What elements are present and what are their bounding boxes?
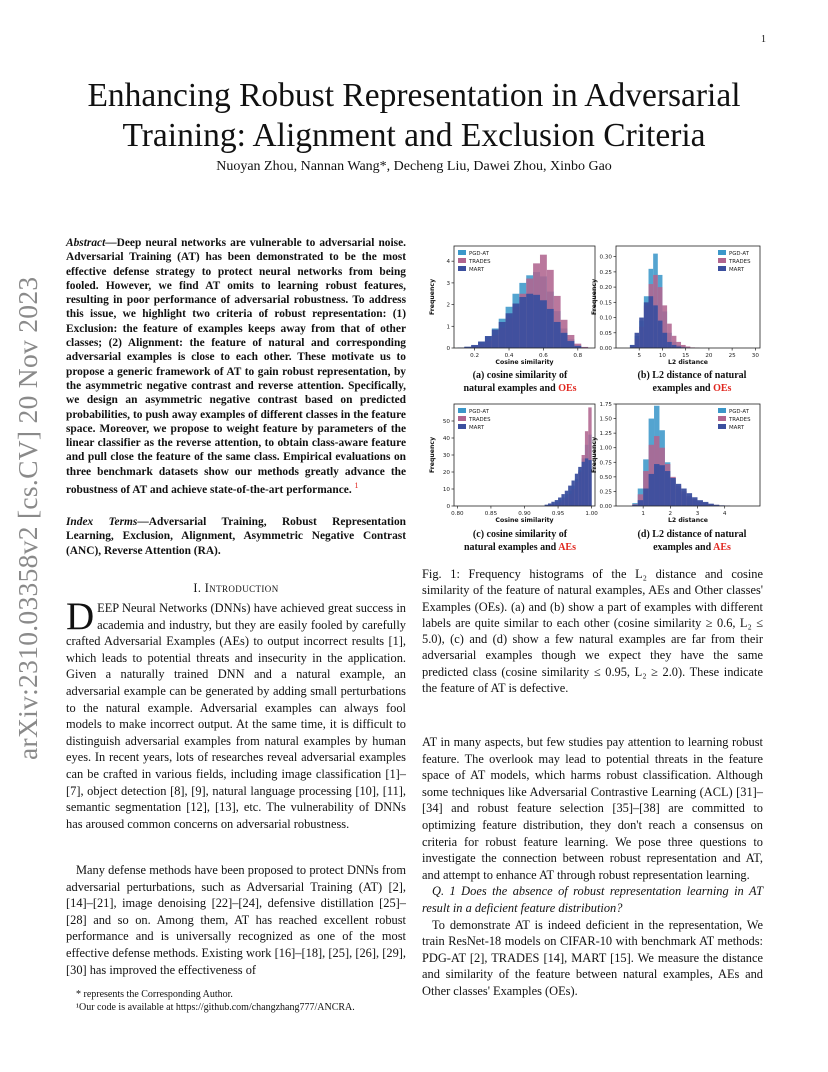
histogram-bar	[471, 345, 478, 348]
y-tick-label: 1	[446, 324, 450, 331]
x-axis-label: L2 distance	[667, 359, 709, 366]
histogram-bar	[540, 300, 547, 348]
legend-swatch	[718, 416, 726, 421]
footnote-code: ¹Our code is available at https://github.com/changzhang777/ANCRA.	[76, 1002, 355, 1013]
x-tick-label: 1.00	[585, 511, 598, 517]
legend-swatch	[718, 424, 726, 429]
legend-swatch	[718, 258, 726, 263]
subcaption-d-red: AEs	[713, 542, 731, 553]
question-1: Q. 1 Does the absence of robust representation learning in AT result in a deficient feature distribution?	[422, 884, 763, 915]
author-list: Nuoyan Zhou, Nannan Wang*, Decheng Liu, Dawei Zhou, Xinbo Gao	[216, 159, 612, 174]
y-tick-label: 3	[446, 280, 450, 287]
histogram-bar	[519, 297, 526, 348]
histogram-bar	[506, 313, 513, 348]
x-tick-label: 0.90	[518, 511, 531, 517]
subcaption-c-line2	[440, 541, 600, 554]
histogram-bar	[643, 489, 648, 506]
intro-text-1: EEP Neural Networks (DNNs) have achieved great success in academia and industry, but they are easily fooled by carefully crafted Adversarial Examples (AEs) to output incorrect results [1], which leads to potential threats and insecurity in the application. Given a naturally trained DNN and a natural example, an adversarial example can be generated by adding small perturbations to the natural example. Adversarial examples can always fool models to make incorrect output. At the same time, it is difficult to distinguish adversarial examples from natural examples by human eyes. In recent years, lots of researches reveal adversarial examples can be crafted in various fields, including image classification [1]–[7], object detection [8], [9], natural language processing [10], [11], semantic segmentation [12], [13], etc. The vulnerability of DNNs has aroused common concerns on adversarial robustness.	[66, 601, 406, 831]
subcaption-d-line1: (d) L2 distance of natural	[637, 529, 747, 540]
y-tick-label: 0	[446, 346, 450, 352]
legend-label: MART	[469, 424, 484, 431]
histogram-bar	[665, 471, 670, 506]
x-tick-label: 0.8	[573, 353, 583, 359]
subcaption-a-red: OEs	[558, 383, 577, 394]
subcaption-d	[612, 528, 772, 554]
drop-cap: D	[66, 595, 95, 638]
subcaption-c	[440, 528, 600, 554]
legend-label: MART	[729, 424, 744, 431]
subcaption-b-red: OEs	[713, 383, 732, 394]
arxiv-stamp: arXiv:2310.03358v2 [cs.CV] 20 Nov 2023	[12, 276, 43, 760]
legend-swatch	[458, 424, 466, 429]
index-text: —Adversarial Training, Robust Representation Learning, Exclusion, Alignment, Asymmetric Negative Contrast (ANC), Reverse Attention (RA).	[66, 516, 406, 557]
y-tick-label: 40	[442, 436, 450, 442]
legend-swatch	[458, 416, 466, 421]
index-terms	[66, 515, 406, 558]
histogram-bar	[565, 491, 568, 506]
y-tick-label: 0.10	[599, 315, 612, 322]
y-tick-label: 50	[442, 419, 450, 425]
histogram-bar	[659, 465, 664, 506]
x-tick-label: 1	[641, 511, 645, 517]
page-number: 1	[761, 34, 766, 45]
y-tick-label: 0.75	[599, 460, 612, 467]
histogram-bar	[639, 318, 644, 348]
subcaption-d-line2	[612, 541, 772, 554]
x-tick-label: 25	[728, 353, 736, 359]
histogram-bar	[630, 345, 635, 348]
legend-label: PGD-AT	[469, 250, 489, 257]
x-tick-label: 10	[658, 353, 667, 359]
y-tick-label: 20	[442, 470, 450, 476]
y-axis-label: Frequency	[429, 436, 436, 474]
y-tick-label: 0.30	[599, 254, 612, 261]
y-tick-label: 0.20	[599, 285, 612, 292]
y-axis-label: Frequency	[591, 436, 598, 474]
y-tick-label: 0.50	[599, 474, 612, 481]
paper-title	[60, 76, 768, 156]
subcaption-c-red: AEs	[558, 542, 576, 553]
y-axis-label: Frequency	[591, 278, 598, 316]
intro-paragraph-1	[66, 595, 406, 832]
x-tick-label: 0.85	[484, 511, 498, 517]
y-tick-label: 0	[446, 504, 450, 510]
right-paragraph-2: To demonstrate AT is indeed deficient in the representation, We train ResNet-18 models on CIFAR-10 with benchmark AT methods: PDG-AT [2], TRADES [14], MART [15]. We measure the distance and similarity of the feature between natural examples, AEs and Other classes' Examples (OEs).	[422, 917, 763, 998]
y-tick-label: 10	[442, 487, 450, 493]
legend-label: TRADES	[469, 258, 491, 265]
histogram-c	[426, 398, 601, 528]
subcaption-b-line1: (b) L2 distance of natural	[637, 370, 747, 381]
y-tick-label: 0.15	[599, 300, 612, 307]
right-column-text	[422, 734, 763, 1000]
histogram-bar	[672, 345, 677, 348]
y-tick-label: 0.00	[599, 504, 612, 510]
histogram-bar	[703, 502, 708, 506]
histogram-bar	[658, 321, 663, 348]
intro-paragraph-2: Many defense methods have been proposed to protect DNNs from adversarial perturbations, such as Adversarial Training (AT) [2], [14]–[21], image denoising [22]–[24], defensive distillation [25]–[28] and so on. Among them, AT has reached excellent robust performance and is universally recognized as one of the most effective defense methods. Existing work [16]–[18], [25], [26], [29], [30] has improved the effectiveness of	[66, 863, 406, 977]
legend-swatch	[458, 408, 466, 413]
histogram-bar	[568, 486, 571, 506]
histogram-bar	[554, 322, 561, 348]
abstract-text: —Deep neural networks are vulnerable to adversarial noise. Adversarial Training (AT) has been demonstrated to be the most effective defense strategy to protect neural networks from being fooled. However, we find AT omits to learning robust features, resulting in poor performance of adversarial robustness. To address this issue, we highlight two criteria of robust representation: (1) Exclusion: the feature of examples keeps away from that of other classes; (2) Alignment: the feature of natural and corresponding adversarial examples is close to each other. These motivate us to propose a generic framework of AT to gain robust representation, by the asymmetric negative contrast and reverse attention. Specifically, we design an asymmetric negative contrast based on predicted probabilities, to push away examples of different classes in the feature space. Moreover, we propose to weight feature by parameters of the linear classifier as the reverse attention, to obtain class-aware feature and pull close the feature of the same class. Empirical evaluations on three benchmark datasets show our methods greatly advance the robustness of AT and achieve state-of-the-art performance.	[66, 237, 406, 496]
histogram-bar	[567, 341, 574, 348]
title-line-1: Enhancing Robust Representation in Adversarial	[87, 77, 741, 114]
y-tick-label: 1.75	[599, 402, 612, 408]
histogram-bar	[676, 484, 681, 506]
y-tick-label: 1.50	[599, 416, 612, 423]
histogram-bar	[561, 333, 568, 348]
histogram-bar	[572, 481, 575, 507]
figure-caption: Fig. 1: Frequency histograms of the L₂ distance and cosine similarity of the feature of natural examples, AEs and Other classes' Examples (OEs). (a) and (b) show a part of examples with different labels are quite similar to each other (cosine similarity ≥ 0.6, L₂ ≤ 5.0), (c) and (d) show a few natural examples are far from their adversarial examples though we expect they have the same predicted class (cosine similarity ≤ 0.95, L₂ ≥ 2.0). These indicate the feature of AT is defective.	[422, 567, 763, 696]
abstract-lead: Abstract	[66, 237, 106, 249]
y-tick-label: 0.05	[599, 330, 612, 337]
y-tick-label: 1.25	[599, 431, 612, 438]
histogram-bar	[492, 330, 499, 348]
x-axis-label: Cosine similarity	[495, 359, 554, 366]
histogram-bar	[561, 494, 564, 506]
legend-label: TRADES	[729, 416, 751, 423]
legend-swatch	[718, 266, 726, 271]
subcaption-c-line1: (c) cosine similarity of	[472, 529, 568, 540]
legend-swatch	[718, 250, 726, 255]
x-tick-label: 30	[751, 353, 759, 359]
histogram-bar	[551, 502, 554, 506]
right-paragraph-1: AT in many aspects, but few studies pay attention to learning robust feature. The overlook may lead to potential threats in the feature space of AT models, which harms robust classification. Although some techniques like Adversarial Contrastive Learning (ACL) [31]–[34] and robust feature selection [35]–[38] are committed to optimizing feature distribution, they don't reach a consensus on criteria for robust feature learning. We pose three questions to investigate the connection between robust representation and AT, and attempt to enhance AT through robust representation learning.	[422, 735, 763, 882]
x-tick-label: 3	[695, 511, 700, 517]
histogram-bar	[575, 474, 578, 506]
legend-label: TRADES	[469, 416, 491, 423]
legend-label: PGD-AT	[729, 250, 749, 257]
subcaption-a-text: natural examples and	[463, 383, 559, 394]
histogram-bar	[687, 493, 692, 506]
histogram-bar	[662, 333, 667, 348]
index-lead: Index Terms	[66, 516, 138, 528]
histogram-bar	[670, 478, 675, 506]
histogram-bar	[644, 302, 649, 348]
histogram-bar	[698, 500, 703, 506]
legend-swatch	[458, 250, 466, 255]
histogram-a	[426, 240, 601, 370]
y-tick-label: 4	[446, 259, 450, 266]
x-tick-label: 0.95	[551, 511, 565, 517]
subcaption-a	[440, 369, 600, 395]
y-tick-label: 2	[446, 302, 450, 309]
histogram-bar	[578, 467, 581, 506]
legend-label: MART	[469, 266, 484, 273]
subcaption-a-line1: (a) cosine similarity of	[472, 370, 568, 381]
subcaption-b	[612, 369, 772, 395]
x-tick-label: 20	[705, 353, 713, 359]
histogram-bar	[478, 341, 485, 348]
x-tick-label: 2	[668, 511, 673, 517]
title-line-2: Training: Alignment and Exclusion Criteria	[122, 117, 706, 154]
histogram-bar	[653, 305, 658, 348]
legend-swatch	[458, 266, 466, 271]
legend-label: TRADES	[729, 258, 751, 265]
subcaption-c-text: natural examples and	[464, 542, 559, 553]
abstract-footmark[interactable]: 1	[354, 481, 359, 491]
histogram-bar	[582, 462, 585, 506]
legend-swatch	[718, 408, 726, 413]
histogram-bar	[533, 295, 540, 348]
footnotes	[66, 988, 406, 1014]
x-tick-label: 0.4	[504, 353, 514, 359]
x-tick-label: 15	[682, 353, 690, 359]
histogram-b	[588, 240, 766, 370]
legend-swatch	[458, 258, 466, 263]
legend-label: PGD-AT	[729, 408, 749, 415]
histogram-bar	[681, 489, 686, 506]
histogram-bar	[692, 497, 697, 506]
x-tick-label: 0.80	[451, 511, 464, 517]
histogram-bar	[555, 500, 558, 506]
histogram-bar	[649, 296, 654, 348]
histogram-bar	[558, 498, 561, 507]
histogram-bar	[649, 474, 654, 506]
y-tick-label: 0.00	[599, 346, 612, 352]
histogram-bar	[638, 500, 643, 506]
x-axis-label: L2 distance	[667, 517, 709, 524]
histogram-d	[588, 398, 766, 528]
footnote-corresponding: * represents the Corresponding Author.	[76, 989, 233, 1000]
y-axis-label: Frequency	[429, 278, 436, 316]
histogram-bar	[485, 336, 492, 348]
y-tick-label: 1.00	[599, 445, 612, 452]
subcaption-b-line2	[612, 382, 772, 395]
histogram-bar	[526, 294, 533, 348]
x-axis-label: Cosine similarity	[495, 517, 554, 524]
abstract	[66, 236, 406, 497]
y-tick-label: 30	[442, 453, 450, 459]
x-tick-label: 4	[722, 511, 727, 517]
histogram-bar	[499, 322, 506, 348]
histogram-bar	[654, 464, 659, 506]
histogram-bar	[512, 304, 519, 348]
x-tick-label: 0.2	[470, 353, 480, 359]
x-tick-label: 5	[637, 353, 642, 359]
histogram-bar	[635, 333, 640, 348]
legend-label: PGD-AT	[469, 408, 489, 415]
subcaption-b-text: examples and	[652, 383, 714, 394]
legend-label: MART	[729, 266, 744, 273]
section-heading: I. Introduction	[193, 581, 279, 595]
subcaption-a-line2	[440, 382, 600, 395]
y-tick-label: 0.25	[599, 489, 612, 496]
x-tick-label: 0.6	[538, 353, 548, 359]
y-tick-label: 0.25	[599, 269, 612, 276]
subcaption-d-text: examples and	[653, 542, 714, 553]
histogram-bar	[547, 309, 554, 348]
histogram-bar	[667, 342, 672, 348]
